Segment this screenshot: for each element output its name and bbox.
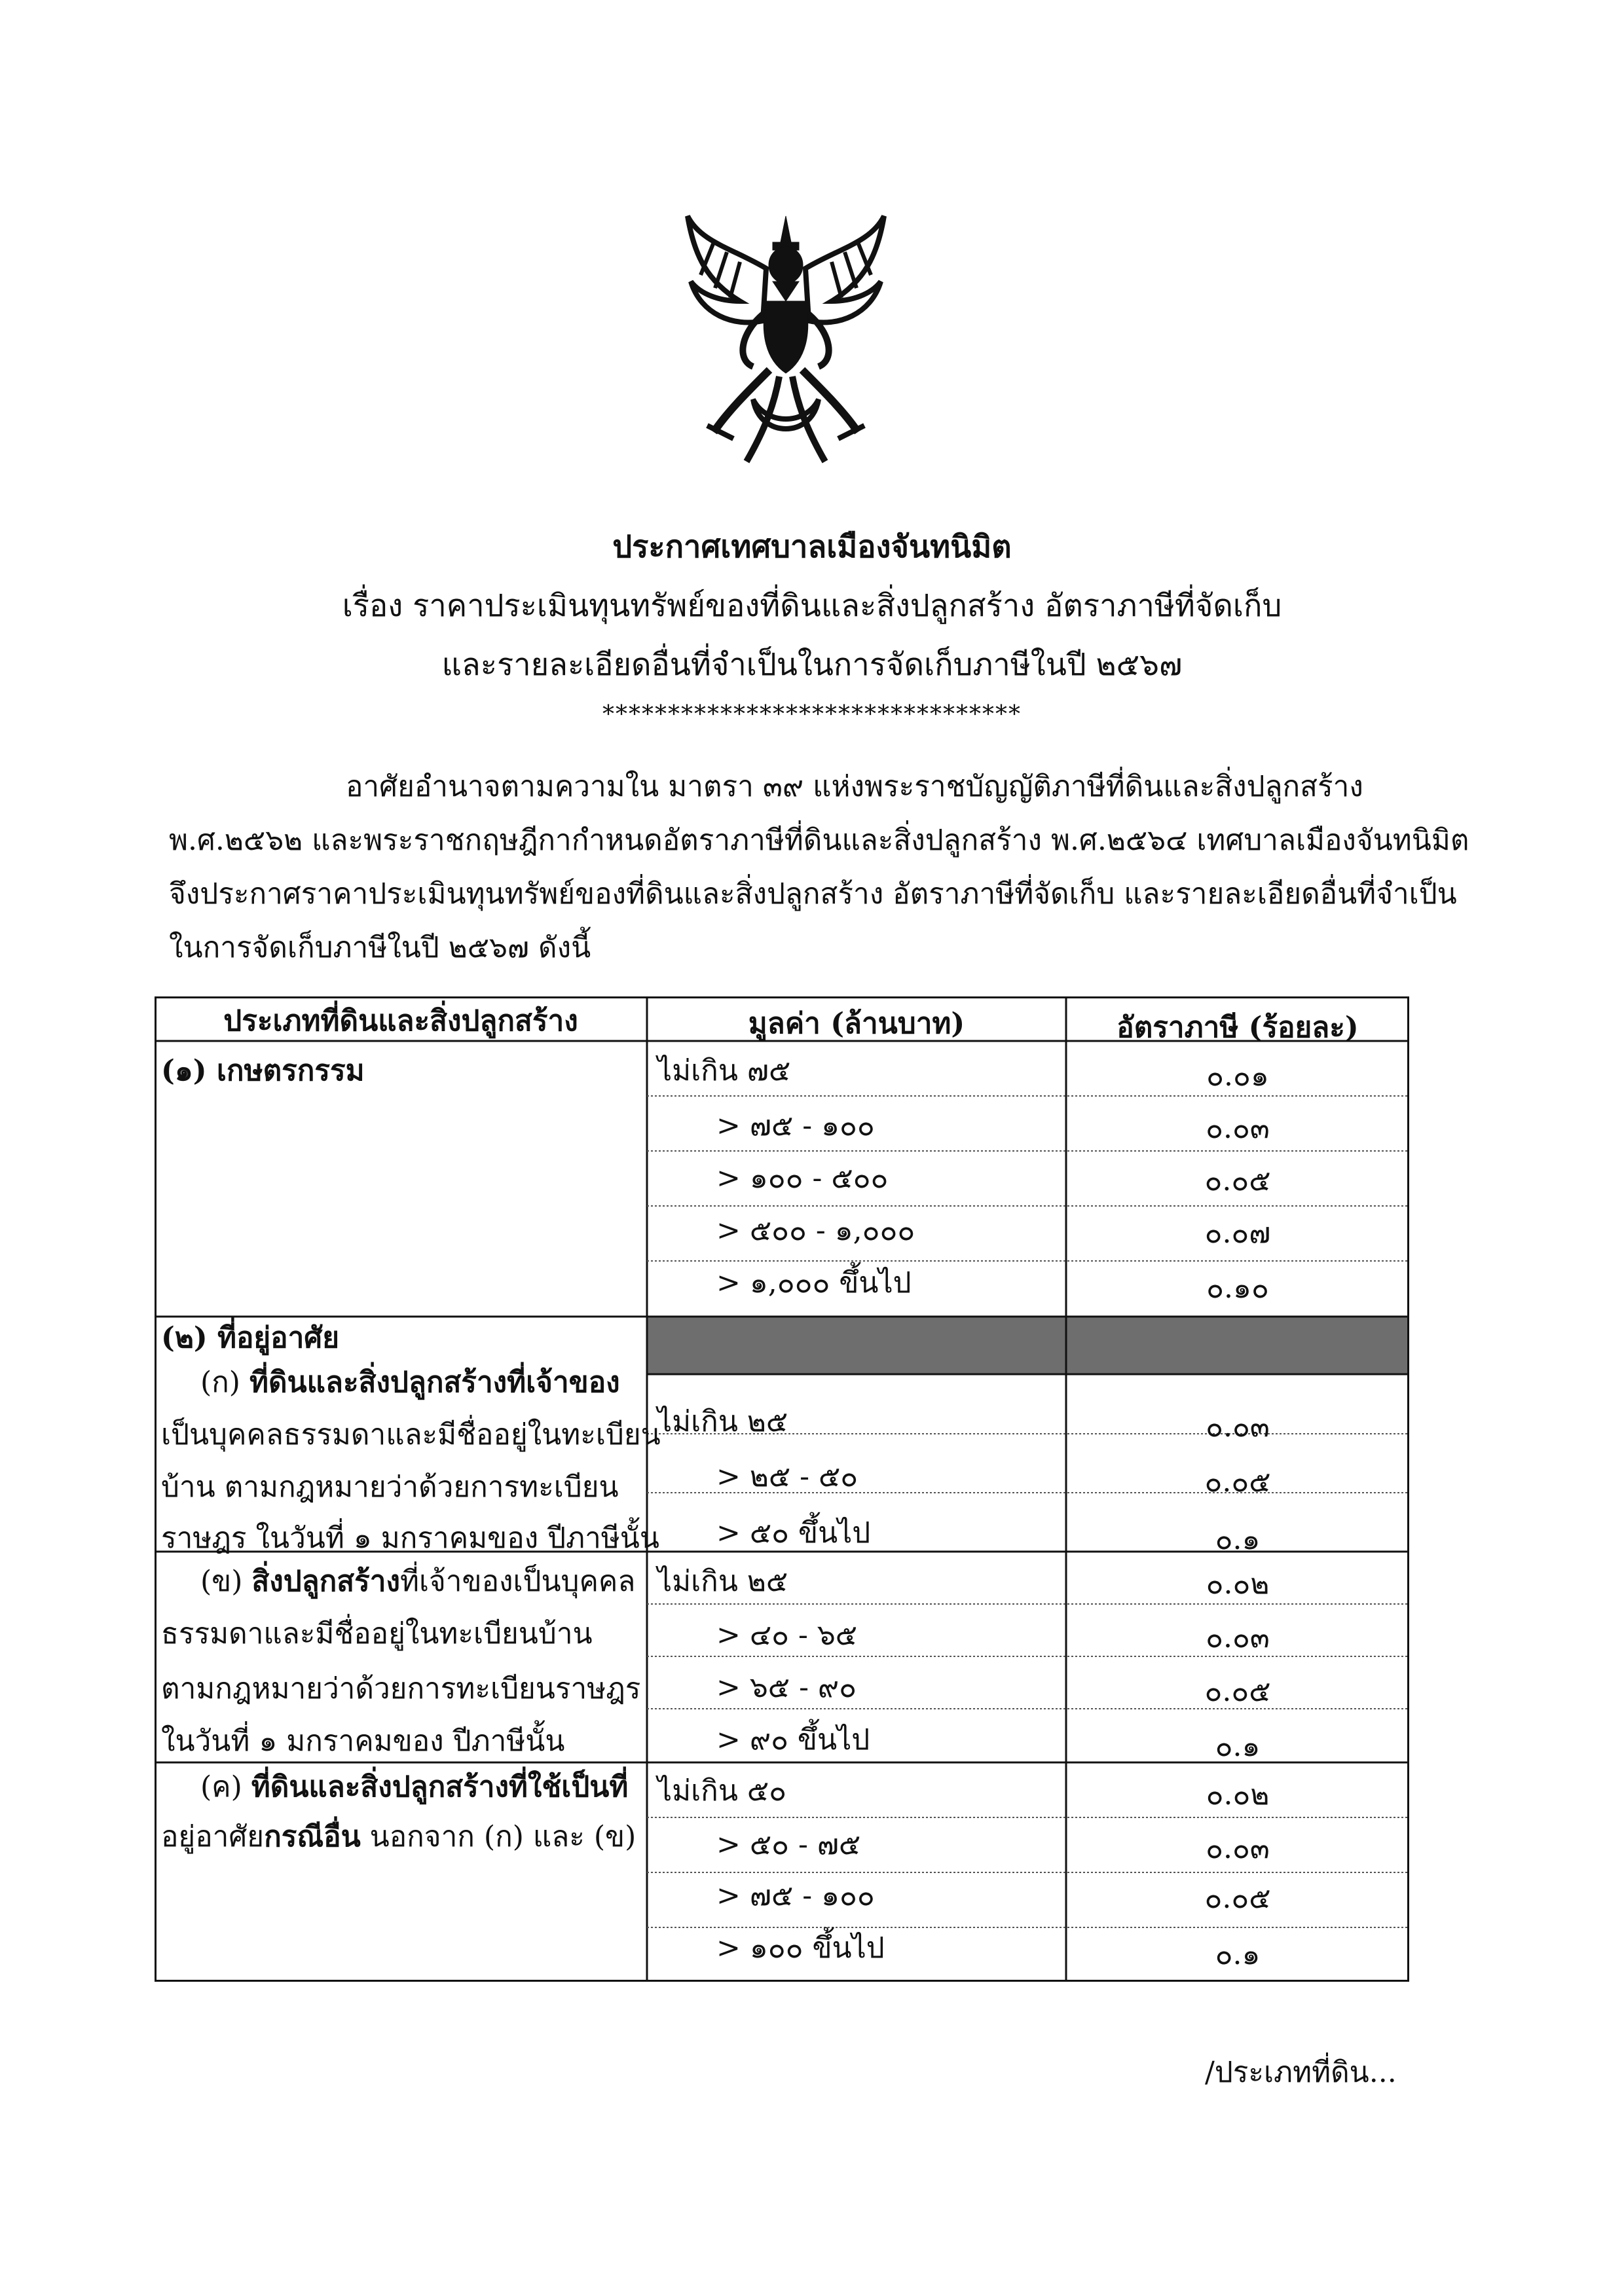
sec2a-rate-3: ๐.๑	[1215, 1523, 1261, 1556]
section-1-label: (๑) เกษตรกรรม	[161, 1054, 365, 1087]
sec1-value-1: ไม่เกิน ๗๕	[657, 1054, 791, 1087]
sec1-rate-2: ๐.๐๓	[1206, 1112, 1270, 1145]
sec2a-line-2: เป็นบุคคลธรรมดาและมีชื่ออยู่ในทะเบียน	[161, 1418, 661, 1451]
garuda-emblem	[674, 203, 897, 478]
sec2a-line-4: ราษฎร ในวันที่ ๑ มกราคมของ ปีภาษีนั้น	[161, 1522, 659, 1555]
sec2b-value-1: ไม่เกิน ๒๕	[657, 1565, 788, 1598]
sec2b-rate-4: ๐.๑	[1215, 1730, 1261, 1763]
subject-line-2: และรายละเอียดอื่นที่จำเป็นในการจัดเก็บภาษีในปี ๒๕๖๗	[441, 647, 1183, 683]
continuation-note: /ประเภทที่ดิน...	[1205, 2056, 1397, 2089]
sec2c-value-4: > ๑๐๐ ขึ้นไป	[716, 1931, 885, 1965]
sec1-rate-5: ๐.๑๐	[1206, 1271, 1269, 1305]
sec1-value-5: > ๑,๐๐๐ ขึ้นไป	[716, 1266, 912, 1300]
sec1-value-4: > ๕๐๐ - ๑,๐๐๐	[716, 1214, 915, 1247]
sec2c-prefix: (ค)	[200, 1770, 251, 1804]
sec2a-value-2: > ๒๕ - ๕๐	[716, 1460, 858, 1493]
sec1-value-3: > ๑๐๐ - ๕๐๐	[716, 1161, 889, 1195]
body-line-4: ในการจัดเก็บภาษีในปี ๒๕๖๗ ดังนี้	[169, 931, 591, 964]
sec2b-rest: ที่เจ้าของเป็นบุคคล	[399, 1565, 636, 1598]
sec2b-rate-1: ๐.๐๒	[1206, 1567, 1270, 1601]
sec2b-value-4: > ๙๐ ขึ้นไป	[716, 1723, 870, 1757]
separator: ********************************	[602, 701, 1022, 728]
sec2a-rate-1: ๐.๐๓	[1206, 1410, 1270, 1444]
sec2c-rate-4: ๐.๑	[1215, 1938, 1261, 1971]
sec2c-line2-bold: กรณีอื่น	[264, 1820, 361, 1853]
body-line-1: อาศัยอำนาจตามความใน มาตรา ๓๙ แห่งพระราชบัญญัติภาษีที่ดินและสิ่งปลูกสร้าง	[346, 770, 1363, 803]
body-line-2: พ.ศ.๒๕๖๒ และพระราชกฤษฎีกากำหนดอัตราภาษีที่ดินและสิ่งปลูกสร้าง พ.ศ.๒๕๖๔ เทศบาลเมืองจันทนิมิต	[169, 824, 1469, 857]
sec2a-bold: ที่ดินและสิ่งปลูกสร้างที่เจ้าของ	[249, 1366, 620, 1399]
sec2a-value-3: > ๕๐ ขึ้นไป	[716, 1516, 871, 1550]
sec2b-line-3: ตามกฎหมายว่าด้วยการทะเบียนราษฎร	[161, 1672, 641, 1705]
sec2b-rate-2: ๐.๐๓	[1206, 1621, 1270, 1654]
sec2c-rate-3: ๐.๐๕	[1204, 1882, 1271, 1915]
section-2-label: (๒) ที่อยู่อาศัย	[161, 1321, 340, 1355]
sec2c-line-2	[161, 1820, 637, 1853]
sec2b-value-2: > ๔๐ - ๖๕	[716, 1618, 858, 1652]
body-line-3: จึงประกาศราคาประเมินทุนทรัพย์ของที่ดินและสิ่งปลูกสร้าง อัตราภาษีที่จัดเก็บ และรายละเอียดอื่นที่จำเป็น	[169, 877, 1457, 911]
announcement-title: ประกาศเทศบาลเมืองจันทนิมิต	[612, 529, 1012, 565]
header-value: มูลค่า (ล้านบาท)	[748, 1007, 965, 1040]
sec2a-prefix: (ก)	[200, 1366, 249, 1399]
sec2b-line-2: ธรรมดาและมีชื่ออยู่ในทะเบียนบ้าน	[161, 1617, 593, 1650]
sec2c-line-1	[200, 1770, 629, 1804]
sec2b-rate-3: ๐.๐๕	[1204, 1675, 1271, 1708]
sec2a-rate-2: ๐.๐๕	[1204, 1465, 1271, 1499]
sec2c-line2-post: นอกจาก (ก) และ (ข)	[360, 1820, 637, 1853]
sec1-rate-3: ๐.๐๕	[1204, 1164, 1271, 1197]
sec2c-line2-pre: อยู่อาศัย	[161, 1820, 265, 1853]
sec2c-bold: ที่ดินและสิ่งปลูกสร้างที่ใช้เป็นที่	[251, 1770, 629, 1804]
subject-line-1: เรื่อง ราคาประเมินทุนทรัพย์ของที่ดินและสิ่งปลูกสร้าง อัตราภาษีที่จัดเก็บ	[342, 588, 1282, 624]
sec2b-bold: สิ่งปลูกสร้าง	[251, 1565, 400, 1598]
header-rate: อัตราภาษี (ร้อยละ)	[1116, 1011, 1359, 1044]
sec2c-rate-2: ๐.๐๓	[1206, 1832, 1270, 1865]
sec2c-value-3: > ๗๕ - ๑๐๐	[716, 1879, 875, 1912]
sec2c-value-1: ไม่เกิน ๕๐	[657, 1774, 787, 1808]
sec1-rate-1: ๐.๐๑	[1206, 1059, 1269, 1093]
sec2b-prefix: (ข)	[200, 1565, 252, 1598]
sec1-rate-4: ๐.๐๗	[1204, 1216, 1271, 1250]
sec2a-line-1	[200, 1368, 620, 1397]
tax-table	[155, 996, 1409, 1982]
sec2b-line-4: ในวันที่ ๑ มกราคมของ ปีภาษีนั้น	[161, 1724, 565, 1758]
sec1-value-2: > ๗๕ - ๑๐๐	[716, 1109, 875, 1142]
sec2c-value-2: > ๕๐ - ๗๕	[716, 1828, 861, 1861]
sec2a-line-3: บ้าน ตามกฎหมายว่าด้วยการทะเบียน	[161, 1470, 619, 1504]
sec2b-line-1	[200, 1567, 635, 1596]
sec2b-value-3: > ๖๕ - ๙๐	[716, 1671, 857, 1704]
sec2c-rate-1: ๐.๐๒	[1206, 1778, 1270, 1812]
header-type: ประเภทที่ดินและสิ่งปลูกสร้าง	[223, 1004, 578, 1038]
sec2a-value-1: ไม่เกิน ๒๕	[657, 1405, 788, 1438]
